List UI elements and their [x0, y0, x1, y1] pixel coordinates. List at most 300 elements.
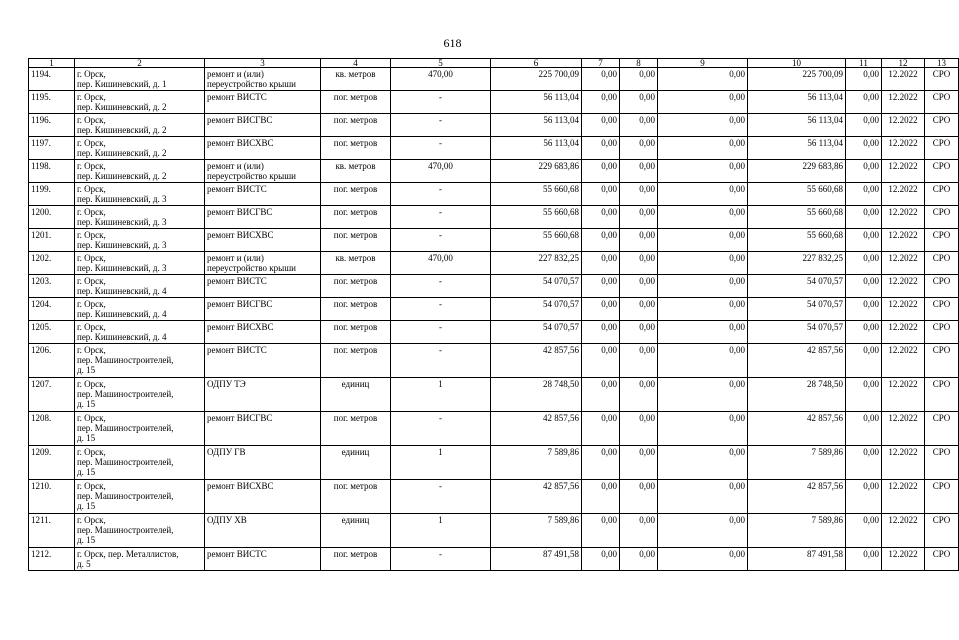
value-cell-11: 0,00	[846, 298, 882, 321]
completion-date-cell: 12.2022	[882, 412, 925, 446]
address-cell-line: г. Орск,	[77, 138, 106, 148]
unit-cell: пог. метров	[321, 548, 391, 571]
value-cell-8: 0,00	[620, 68, 658, 91]
value-cell-8: 0,00	[620, 275, 658, 298]
address-cell-line: пер. Кишиневский, д. 2	[77, 102, 167, 112]
value-cell-9: 0,00	[658, 252, 748, 275]
work-type-cell	[205, 480, 321, 514]
work-type-cell	[205, 68, 321, 91]
row-number-cell: 1201.	[29, 229, 75, 252]
table-row	[29, 298, 959, 321]
address-cell-line: пер. Кишиневский, д. 2	[77, 171, 167, 181]
work-type-cell-line: ОДПУ ТЭ	[207, 379, 246, 389]
value-cell-10: 56 113,04	[748, 91, 846, 114]
value-cell-10: 55 660,68	[748, 229, 846, 252]
column-header: 10	[748, 59, 846, 68]
address-cell	[75, 252, 205, 275]
value-cell-9: 0,00	[658, 412, 748, 446]
value-cell-10: 7 589,86	[748, 446, 846, 480]
quantity-cell: -	[391, 91, 491, 114]
column-header: 3	[205, 59, 321, 68]
completion-date-cell: 12.2022	[882, 344, 925, 378]
row-number-cell: 1199.	[29, 183, 75, 206]
value-cell-11: 0,00	[846, 160, 882, 183]
quantity-cell: -	[391, 412, 491, 446]
completion-date-cell: 12.2022	[882, 91, 925, 114]
unit-cell: пог. метров	[321, 298, 391, 321]
completion-date-cell: 12.2022	[882, 229, 925, 252]
work-type-cell	[205, 114, 321, 137]
quantity-cell: -	[391, 480, 491, 514]
completion-date-cell: 12.2022	[882, 275, 925, 298]
row-number-cell: 1207.	[29, 378, 75, 412]
address-cell-line: д. 15	[77, 535, 96, 545]
value-cell-8: 0,00	[620, 114, 658, 137]
column-header: 5	[391, 59, 491, 68]
value-cell-9: 0,00	[658, 160, 748, 183]
table-row	[29, 480, 959, 514]
value-cell-11: 0,00	[846, 137, 882, 160]
value-cell-9: 0,00	[658, 344, 748, 378]
value-cell-7: 0,00	[582, 344, 620, 378]
address-cell-line: г. Орск,	[77, 253, 106, 263]
address-cell-line: пер. Кишиневский, д. 4	[77, 332, 167, 342]
address-cell	[75, 68, 205, 91]
row-number-cell: 1212.	[29, 548, 75, 571]
quantity-cell: 470,00	[391, 160, 491, 183]
address-cell-line: г. Орск,	[77, 447, 106, 457]
work-type-cell-line: ремонт ВИСХВС	[207, 230, 274, 240]
work-type-cell-line: ремонт и (или)	[207, 253, 264, 263]
value-cell-8: 0,00	[620, 344, 658, 378]
address-cell-line: пер. Кишиневский, д. 2	[77, 125, 167, 135]
work-type-cell-line: ремонт ВИСГВС	[207, 413, 273, 423]
value-cell-11: 0,00	[846, 68, 882, 91]
funding-source-cell: СРО	[925, 344, 959, 378]
table-row	[29, 183, 959, 206]
value-cell-8: 0,00	[620, 548, 658, 571]
completion-date-cell: 12.2022	[882, 160, 925, 183]
table-row	[29, 160, 959, 183]
work-type-cell-line: переустройство крыши	[207, 79, 296, 89]
row-number-cell: 1195.	[29, 91, 75, 114]
work-type-cell	[205, 229, 321, 252]
column-header: 9	[658, 59, 748, 68]
quantity-cell: -	[391, 206, 491, 229]
address-cell-line: пер. Кишиневский, д. 1	[77, 79, 167, 89]
work-type-cell-line: переустройство крыши	[207, 171, 296, 181]
value-cell-11: 0,00	[846, 344, 882, 378]
total-cost-cell: 42 857,56	[491, 344, 582, 378]
work-type-cell	[205, 344, 321, 378]
unit-cell: кв. метров	[321, 252, 391, 275]
completion-date-cell: 12.2022	[882, 446, 925, 480]
page-number: 618	[443, 36, 462, 50]
address-cell-line: г. Орск,	[77, 299, 106, 309]
address-cell	[75, 275, 205, 298]
value-cell-8: 0,00	[620, 137, 658, 160]
value-cell-7: 0,00	[582, 68, 620, 91]
address-cell-line: г. Орск,	[77, 515, 106, 525]
row-number-cell: 1197.	[29, 137, 75, 160]
value-cell-9: 0,00	[658, 68, 748, 91]
quantity-cell: -	[391, 229, 491, 252]
table-row	[29, 114, 959, 137]
value-cell-8: 0,00	[620, 298, 658, 321]
value-cell-7: 0,00	[582, 229, 620, 252]
total-cost-cell: 42 857,56	[491, 480, 582, 514]
address-cell-line: пер. Машиностроителей,	[77, 389, 174, 399]
value-cell-11: 0,00	[846, 114, 882, 137]
unit-cell: кв. метров	[321, 160, 391, 183]
value-cell-7: 0,00	[582, 548, 620, 571]
unit-cell: пог. метров	[321, 344, 391, 378]
column-header: 4	[321, 59, 391, 68]
table-row	[29, 514, 959, 548]
column-header: 8	[620, 59, 658, 68]
funding-source-cell: СРО	[925, 206, 959, 229]
total-cost-cell: 54 070,57	[491, 275, 582, 298]
address-cell	[75, 160, 205, 183]
row-number-cell: 1196.	[29, 114, 75, 137]
value-cell-10: 56 113,04	[748, 137, 846, 160]
value-cell-7: 0,00	[582, 275, 620, 298]
quantity-cell: -	[391, 275, 491, 298]
total-cost-cell: 225 700,09	[491, 68, 582, 91]
row-number-cell: 1211.	[29, 514, 75, 548]
address-cell-line: д. 15	[77, 467, 96, 477]
funding-source-cell: СРО	[925, 91, 959, 114]
address-cell	[75, 206, 205, 229]
address-cell	[75, 378, 205, 412]
value-cell-10: 225 700,09	[748, 68, 846, 91]
value-cell-10: 229 683,86	[748, 160, 846, 183]
value-cell-7: 0,00	[582, 321, 620, 344]
value-cell-10: 227 832,25	[748, 252, 846, 275]
table-row	[29, 229, 959, 252]
address-cell-line: пер. Машиностроителей,	[77, 423, 174, 433]
completion-date-cell: 12.2022	[882, 68, 925, 91]
quantity-cell: -	[391, 548, 491, 571]
table-row	[29, 252, 959, 275]
quantity-cell: 1	[391, 446, 491, 480]
value-cell-7: 0,00	[582, 378, 620, 412]
address-cell-line: г. Орск,	[77, 322, 106, 332]
address-cell-line: г. Орск,	[77, 345, 106, 355]
address-cell	[75, 137, 205, 160]
work-type-cell-line: ремонт ВИСГВС	[207, 299, 273, 309]
value-cell-7: 0,00	[582, 446, 620, 480]
quantity-cell: 1	[391, 378, 491, 412]
value-cell-9: 0,00	[658, 114, 748, 137]
value-cell-9: 0,00	[658, 480, 748, 514]
value-cell-11: 0,00	[846, 183, 882, 206]
address-cell-line: г. Орск,	[77, 413, 106, 423]
value-cell-11: 0,00	[846, 480, 882, 514]
value-cell-10: 42 857,56	[748, 344, 846, 378]
funding-source-cell: СРО	[925, 252, 959, 275]
unit-cell: пог. метров	[321, 91, 391, 114]
funding-source-cell: СРО	[925, 275, 959, 298]
quantity-cell: 1	[391, 514, 491, 548]
table-row	[29, 344, 959, 378]
funding-source-cell: СРО	[925, 548, 959, 571]
value-cell-11: 0,00	[846, 91, 882, 114]
value-cell-8: 0,00	[620, 91, 658, 114]
column-header: 7	[582, 59, 620, 68]
unit-cell: пог. метров	[321, 480, 391, 514]
column-header: 1	[29, 59, 75, 68]
unit-cell: пог. метров	[321, 137, 391, 160]
address-cell-line: д. 15	[77, 399, 96, 409]
address-cell	[75, 298, 205, 321]
table-row	[29, 446, 959, 480]
funding-source-cell: СРО	[925, 183, 959, 206]
row-number-cell: 1198.	[29, 160, 75, 183]
unit-cell: кв. метров	[321, 68, 391, 91]
value-cell-11: 0,00	[846, 206, 882, 229]
value-cell-7: 0,00	[582, 137, 620, 160]
value-cell-8: 0,00	[620, 229, 658, 252]
table-row	[29, 412, 959, 446]
address-cell	[75, 183, 205, 206]
work-type-cell-line: ремонт ВИСТС	[207, 184, 267, 194]
quantity-cell: 470,00	[391, 68, 491, 91]
unit-cell: единиц	[321, 514, 391, 548]
value-cell-8: 0,00	[620, 206, 658, 229]
address-cell	[75, 446, 205, 480]
total-cost-cell: 56 113,04	[491, 137, 582, 160]
completion-date-cell: 12.2022	[882, 298, 925, 321]
repair-registry-table	[28, 58, 959, 571]
funding-source-cell: СРО	[925, 514, 959, 548]
work-type-cell-line: ремонт ВИСТС	[207, 276, 267, 286]
total-cost-cell: 55 660,68	[491, 229, 582, 252]
value-cell-9: 0,00	[658, 183, 748, 206]
work-type-cell-line: ОДПУ ГВ	[207, 447, 246, 457]
value-cell-7: 0,00	[582, 412, 620, 446]
row-number-cell: 1200.	[29, 206, 75, 229]
value-cell-10: 87 491,58	[748, 548, 846, 571]
row-number-cell: 1205.	[29, 321, 75, 344]
value-cell-10: 42 857,56	[748, 480, 846, 514]
value-cell-7: 0,00	[582, 206, 620, 229]
row-number-cell: 1203.	[29, 275, 75, 298]
value-cell-10: 28 748,50	[748, 378, 846, 412]
funding-source-cell: СРО	[925, 321, 959, 344]
value-cell-8: 0,00	[620, 412, 658, 446]
funding-source-cell: СРО	[925, 114, 959, 137]
completion-date-cell: 12.2022	[882, 378, 925, 412]
work-type-cell-line: ремонт ВИСГВС	[207, 115, 273, 125]
table-row	[29, 206, 959, 229]
row-number-cell: 1209.	[29, 446, 75, 480]
address-cell	[75, 514, 205, 548]
quantity-cell: -	[391, 344, 491, 378]
completion-date-cell: 12.2022	[882, 206, 925, 229]
work-type-cell	[205, 548, 321, 571]
row-number-cell: 1204.	[29, 298, 75, 321]
column-number-row	[29, 59, 959, 68]
address-cell-line: г. Орск,	[77, 230, 106, 240]
address-cell-line: пер. Кишиневский, д. 3	[77, 263, 167, 273]
value-cell-11: 0,00	[846, 514, 882, 548]
address-cell-line: г. Орск,	[77, 276, 106, 286]
address-cell-line: г. Орск,	[77, 115, 106, 125]
value-cell-11: 0,00	[846, 412, 882, 446]
value-cell-8: 0,00	[620, 446, 658, 480]
address-cell-line: д. 15	[77, 433, 96, 443]
column-header: 6	[491, 59, 582, 68]
address-cell-line: д. 5	[77, 559, 91, 569]
value-cell-7: 0,00	[582, 114, 620, 137]
unit-cell: пог. метров	[321, 412, 391, 446]
address-cell-line: г. Орск,	[77, 184, 106, 194]
work-type-cell-line: ремонт ВИСТС	[207, 345, 267, 355]
funding-source-cell: СРО	[925, 480, 959, 514]
value-cell-8: 0,00	[620, 321, 658, 344]
address-cell	[75, 321, 205, 344]
address-cell	[75, 114, 205, 137]
value-cell-11: 0,00	[846, 446, 882, 480]
address-cell	[75, 480, 205, 514]
unit-cell: пог. метров	[321, 114, 391, 137]
unit-cell: пог. метров	[321, 206, 391, 229]
address-cell	[75, 344, 205, 378]
work-type-cell-line: ремонт ВИСГВС	[207, 207, 273, 217]
column-header: 13	[925, 59, 959, 68]
work-type-cell	[205, 321, 321, 344]
value-cell-9: 0,00	[658, 229, 748, 252]
value-cell-10: 54 070,57	[748, 321, 846, 344]
address-cell-line: г. Орск, пер. Металлистов,	[77, 549, 179, 559]
address-cell-line: пер. Кишиневский, д. 3	[77, 194, 167, 204]
quantity-cell: -	[391, 137, 491, 160]
address-cell	[75, 412, 205, 446]
value-cell-10: 7 589,86	[748, 514, 846, 548]
row-number-cell: 1202.	[29, 252, 75, 275]
work-type-cell-line: переустройство крыши	[207, 263, 296, 273]
work-type-cell-line: ремонт ВИСХВС	[207, 322, 274, 332]
funding-source-cell: СРО	[925, 446, 959, 480]
registry-body	[29, 68, 959, 571]
value-cell-10: 42 857,56	[748, 412, 846, 446]
completion-date-cell: 12.2022	[882, 114, 925, 137]
total-cost-cell: 56 113,04	[491, 114, 582, 137]
completion-date-cell: 12.2022	[882, 480, 925, 514]
value-cell-10: 54 070,57	[748, 275, 846, 298]
value-cell-7: 0,00	[582, 252, 620, 275]
address-cell-line: г. Орск,	[77, 69, 106, 79]
work-type-cell	[205, 160, 321, 183]
quantity-cell: -	[391, 298, 491, 321]
work-type-cell-line: ремонт ВИСТС	[207, 549, 267, 559]
funding-source-cell: СРО	[925, 160, 959, 183]
value-cell-9: 0,00	[658, 446, 748, 480]
column-header: 12	[882, 59, 925, 68]
funding-source-cell: СРО	[925, 378, 959, 412]
unit-cell: пог. метров	[321, 229, 391, 252]
value-cell-11: 0,00	[846, 252, 882, 275]
address-cell-line: г. Орск,	[77, 161, 106, 171]
unit-cell: пог. метров	[321, 183, 391, 206]
value-cell-10: 55 660,68	[748, 183, 846, 206]
value-cell-7: 0,00	[582, 514, 620, 548]
total-cost-cell: 42 857,56	[491, 412, 582, 446]
value-cell-10: 55 660,68	[748, 206, 846, 229]
value-cell-8: 0,00	[620, 514, 658, 548]
value-cell-8: 0,00	[620, 378, 658, 412]
value-cell-11: 0,00	[846, 275, 882, 298]
value-cell-9: 0,00	[658, 514, 748, 548]
work-type-cell	[205, 412, 321, 446]
value-cell-8: 0,00	[620, 252, 658, 275]
address-cell-line: пер. Кишиневский, д. 2	[77, 148, 167, 158]
value-cell-7: 0,00	[582, 183, 620, 206]
total-cost-cell: 87 491,58	[491, 548, 582, 571]
table-row	[29, 91, 959, 114]
value-cell-8: 0,00	[620, 480, 658, 514]
address-cell-line: г. Орск,	[77, 207, 106, 217]
work-type-cell	[205, 298, 321, 321]
value-cell-7: 0,00	[582, 298, 620, 321]
completion-date-cell: 12.2022	[882, 137, 925, 160]
value-cell-9: 0,00	[658, 298, 748, 321]
total-cost-cell: 56 113,04	[491, 91, 582, 114]
address-cell-line: пер. Кишиневский, д. 3	[77, 240, 167, 250]
work-type-cell	[205, 183, 321, 206]
table-row	[29, 378, 959, 412]
quantity-cell: 470,00	[391, 252, 491, 275]
work-type-cell	[205, 275, 321, 298]
table-row	[29, 275, 959, 298]
value-cell-9: 0,00	[658, 321, 748, 344]
unit-cell: пог. метров	[321, 275, 391, 298]
work-type-cell	[205, 137, 321, 160]
funding-source-cell: СРО	[925, 298, 959, 321]
total-cost-cell: 7 589,86	[491, 514, 582, 548]
work-type-cell	[205, 514, 321, 548]
row-number-cell: 1206.	[29, 344, 75, 378]
value-cell-9: 0,00	[658, 91, 748, 114]
address-cell-line: пер. Кишиневский, д. 4	[77, 309, 167, 319]
work-type-cell-line: ремонт ВИСХВС	[207, 481, 274, 491]
value-cell-7: 0,00	[582, 160, 620, 183]
address-cell	[75, 548, 205, 571]
value-cell-8: 0,00	[620, 183, 658, 206]
value-cell-7: 0,00	[582, 480, 620, 514]
funding-source-cell: СРО	[925, 137, 959, 160]
work-type-cell	[205, 252, 321, 275]
table-row	[29, 68, 959, 91]
value-cell-9: 0,00	[658, 206, 748, 229]
address-cell	[75, 229, 205, 252]
work-type-cell	[205, 378, 321, 412]
value-cell-11: 0,00	[846, 321, 882, 344]
value-cell-9: 0,00	[658, 275, 748, 298]
address-cell-line: д. 15	[77, 501, 96, 511]
total-cost-cell: 55 660,68	[491, 206, 582, 229]
value-cell-9: 0,00	[658, 548, 748, 571]
work-type-cell-line: ОДПУ ХВ	[207, 515, 247, 525]
address-cell-line: г. Орск,	[77, 481, 106, 491]
value-cell-7: 0,00	[582, 91, 620, 114]
address-cell-line: пер. Кишиневский, д. 3	[77, 217, 167, 227]
value-cell-11: 0,00	[846, 548, 882, 571]
value-cell-11: 0,00	[846, 229, 882, 252]
completion-date-cell: 12.2022	[882, 548, 925, 571]
completion-date-cell: 12.2022	[882, 514, 925, 548]
